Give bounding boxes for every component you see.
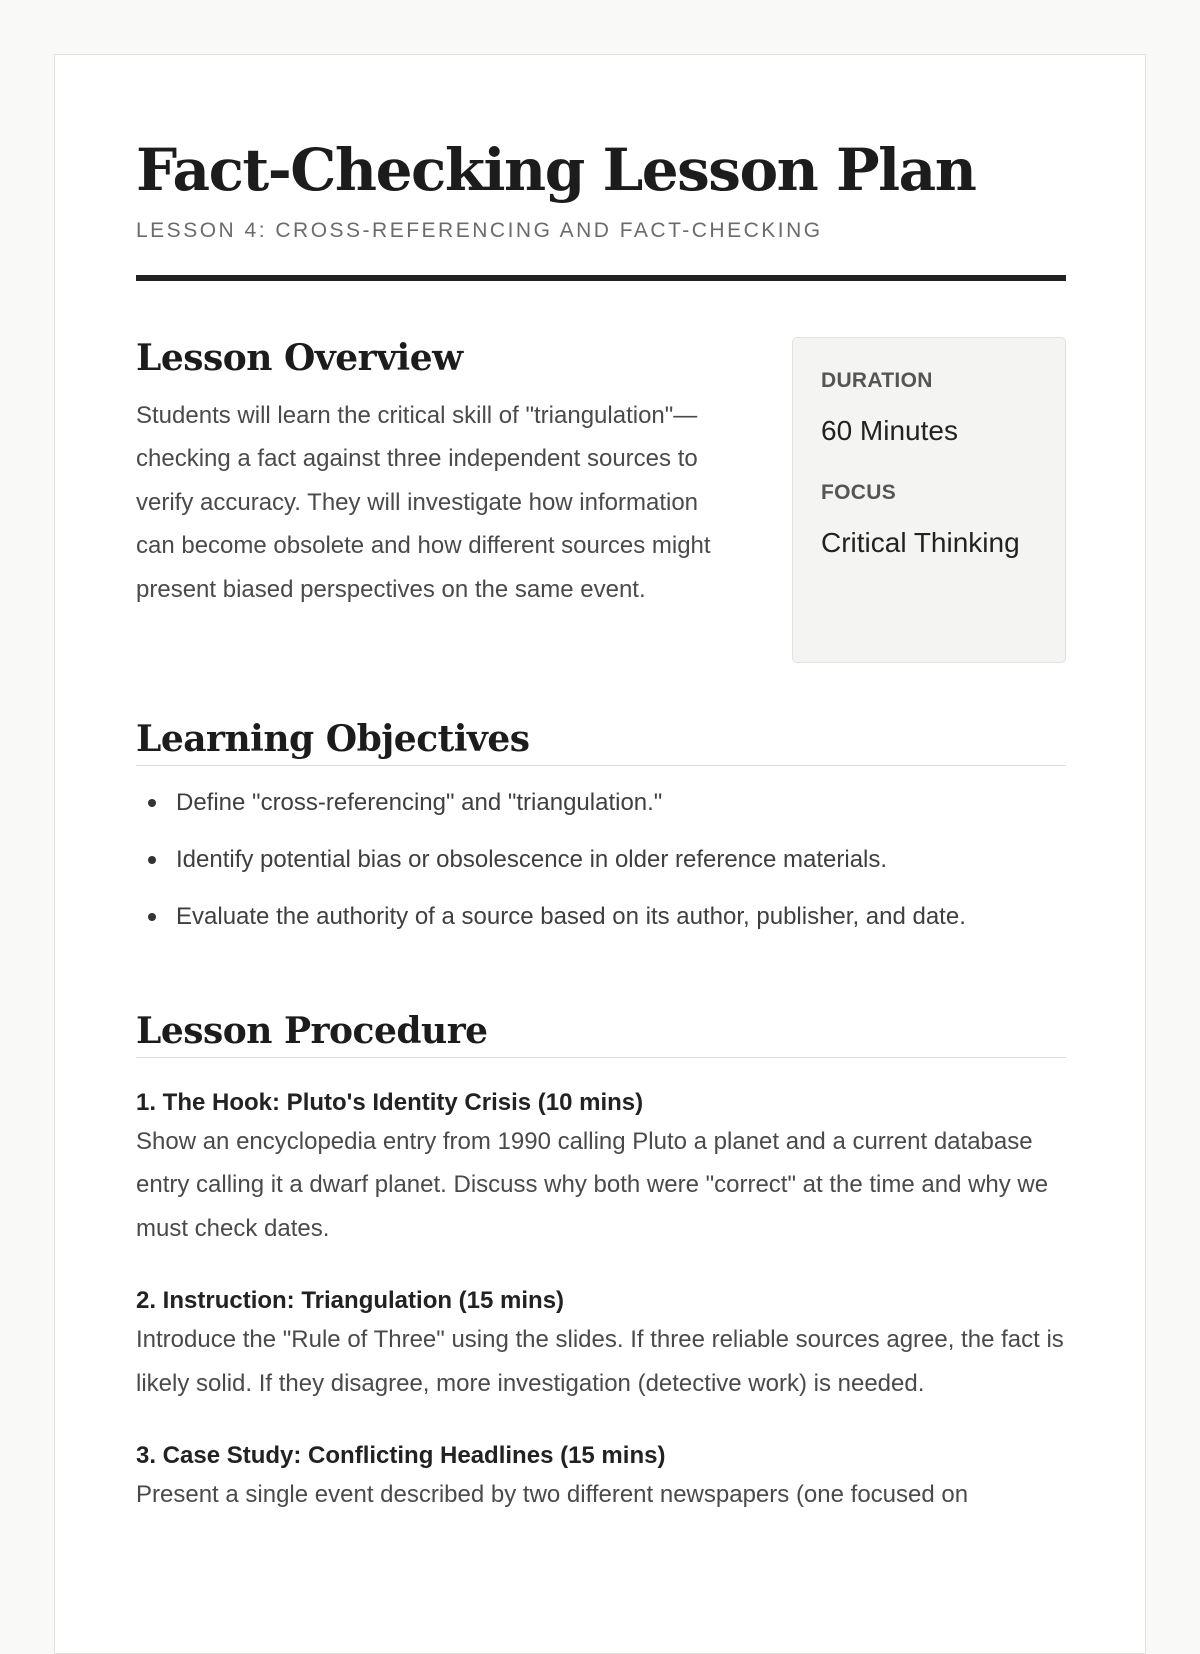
page-title: Fact-Checking Lesson Plan	[136, 136, 976, 204]
lesson-procedure-section	[136, 1009, 1066, 1516]
list-item	[136, 900, 1066, 933]
procedure-step	[136, 1284, 1066, 1405]
lesson-overview-heading: Lesson Overview	[136, 337, 463, 379]
objective-text: Evaluate the authority of a source based on its author, publisher, and date.	[176, 903, 966, 930]
bullet-icon	[148, 913, 156, 921]
bullet-icon	[148, 856, 156, 864]
focus-value: Critical Thinking	[821, 527, 1020, 558]
page-subtitle: LESSON 4: CROSS-REFERENCING AND FACT-CHECKING	[136, 219, 823, 242]
lesson-info-card	[792, 337, 1066, 663]
list-item	[136, 843, 1066, 876]
objective-text: Identify potential bias or obsolescence in older reference materials.	[176, 846, 888, 873]
objectives-list	[136, 786, 1066, 933]
procedure-step-text: Show an encyclopedia entry from 1990 calling Pluto a planet and a current database entry calling it a dwarf planet. Discuss why both were "correct" at the time and why we must check dates.	[136, 1128, 1049, 1242]
procedure-step	[136, 1439, 1066, 1516]
procedure-step-text: Present a single event described by two different newspapers (one focused on	[136, 1481, 969, 1509]
procedure-step-title: 3. Case Study: Conflicting Headlines (15 mins)	[136, 1442, 666, 1470]
list-item	[136, 786, 1066, 819]
learning-objectives-heading-row	[136, 717, 1066, 766]
lesson-overview-text: Students will learn the critical skill of "triangulation"—checking a fact against three independent sources to verify accuracy. They will investigate how information can become obsolete and how different sources might present biased perspectives on the same event.	[136, 402, 711, 603]
lesson-procedure-heading-row	[136, 1009, 1066, 1058]
bullet-icon	[148, 799, 156, 807]
lesson-overview-section	[136, 336, 736, 611]
procedure-step-text: Introduce the "Rule of Three" using the slides. If three reliable sources agree, the fact is likely solid. If they disagree, more investigation (detective work) is needed.	[136, 1326, 1064, 1397]
procedure-step-title: 1. The Hook: Pluto's Identity Crisis (10 mins)	[136, 1089, 644, 1116]
procedure-step	[136, 1086, 1066, 1250]
duration-label: DURATION	[821, 369, 933, 392]
title-divider	[136, 275, 1066, 281]
document-page	[54, 54, 1146, 1654]
learning-objectives-heading: Learning Objectives	[136, 718, 530, 760]
procedure-step-title: 2. Instruction: Triangulation (15 mins)	[136, 1287, 565, 1315]
focus-label: FOCUS	[821, 481, 896, 504]
learning-objectives-section	[136, 717, 1066, 957]
duration-value: 60 Minutes	[821, 415, 958, 446]
objective-text: Define "cross-referencing" and "triangulation."	[176, 789, 663, 816]
lesson-procedure-heading: Lesson Procedure	[136, 1010, 488, 1052]
